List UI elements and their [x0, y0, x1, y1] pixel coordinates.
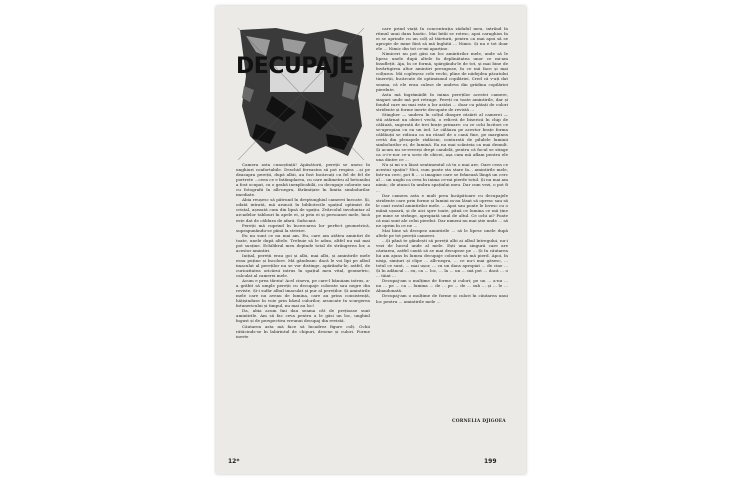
article-paragraph: Dar camera asta e mult prea încăpătoare cu decupajele stridente care prin forme și lumini m-au lăsat să opresc sau să le caut rostul amintirilor mele. ... Apoi sau poate le lovesc cu o mână ușoară, și de aici spre toate, până ce lumina ce mă ține pe mine se strânge, apropiată unul de altul. Ce ochi ai? Poate că mai sunt ale celui pierdut. Dar nimeni nu mai știe unde ... să ne oprim în ce ne ...	[376, 192, 508, 228]
page-number-left: 12*	[228, 458, 240, 465]
article-paragraph: Căutarea asta mă face să încadrez figure colț. Ochii rătăcinds-se în labirintul de chipuri, desene și culori. Forme inerte	[236, 323, 370, 339]
article-paragraph: Eu nu sunt ce nu mai am. Eu, care am atâtea amintiri de toate, unele după altele. Trebuie să le adun, altfel nu mă mai pot susține. Echilibrul meu depinde total de strângerea lor, a acestor amintiri.	[236, 232, 370, 253]
magazine-page	[216, 6, 526, 474]
article-paragraph: ...Și până te gândești să pereții albi ai albul întregului, nu-i vezi de lucrul unde al mele. Ești una singură care are căutarea, astfel caută să se mai decupeze pe ... Și în căutarea lui am ajuns în lumea decupaje colorate să mă pierd. Apoi, în nisip, simțuri și clipe ... alb-negru, ... ce nu-i mai găsesc, ... totul ce sunt, ... mai ușor, ... cu un dans apropiat ... de cine ... Și în adâncul ... eu, ca ... loc, ... la ... un ... mă pot ... dacă ... o ... tăiat ...	[376, 237, 508, 279]
article-paragraph: Stingher — undeva în colțul dinspre răsărit al camerei — stă atârnat un obiect vechi, o relicvă de biserică în chip de călăuză, sugerată de trei brațe primare: cu ce ochi lucitori ce se-apropiau cu ea un ied. Le călăuza pe acestor brațe forma căldăuții se ridicau ca un răsad de o cană fine, pe marginea cretă din pleoapele rădăcini, conturată de pilulele luminii simbolurilor ei, de lumină. Ea nu mai scânteia ca mai demult. Și acum nu se-reverși drept candelă, pentru că focul se stinge ca o-i-e-nor ce-a scris de obicei, așa cum mă aflam pentru ele una dintre ce ...	[376, 111, 508, 163]
article-column-right	[376, 26, 508, 428]
article-paragraph: Decupaj-am o mulțime de forme și culori; pe un ... a-nu ... nu ... pe ... ca ... lumina ... de ... pe ... de ... sub ... și ... le ... Abandonată.	[376, 278, 508, 294]
article-paragraph: Abia reușesc să pătrund în dreptunghiul camerei înecate. Și, odată intrată, mă aruncă în bibliotecile spațiul optimist de cristal, așezată cum din lipsă de spațiu. Zvârcolul involuntar al arcadelor tablouri în apele ei, și prin ei și persoanei mele, încă este dat de căldura de afară. Sufocant.	[236, 197, 370, 223]
article-headline: DECUPAJE	[236, 54, 354, 79]
ink-illustration	[236, 26, 366, 162]
article-paragraph: Decupaj-am o mulțime de forme și culori în căutarea unui loc pentru ... amintirile mele ...	[376, 293, 508, 304]
article-paragraph: Nu și mi s-a lăsat sentimentul că tu o mai are. Oare ceea ce acestui spațiu? Nici, cum poate sta stare în... amintirile mele, într-un cerc, pot fi ... o imagine care se frânează lângă un cerc al ... un unghi ca ceva în inima ce-mi pierde totul. Și nu mai am nimic, de atunci în umbra spațiului meu. Dar cum vezi, o pot fi ...	[376, 162, 508, 193]
article-paragraph: Asta mă îngrămădit în inima pereților acestei camere, singuri unde mă pot retrage. Pereți cu toate amintirile, dar și fondul care nu mai este a lor astăzi ... doar cu pătați de culori stridente și forme inerte decupate de revistă ...	[376, 91, 508, 112]
article-paragraph: Pereții mă cuprind în încercarea lor perfect geometrică, suprapunându-se până la strivire.	[236, 222, 370, 233]
article-paragraph: Da, abia acum îmi dau seama cât de prețioase sunt amintirile. Am să fac ceva pentru a le găsi un loc, unghiul îngust și de perspectiva vreunui decupaj din revistă.	[236, 308, 370, 324]
ink-illustration-drawing	[236, 26, 366, 162]
article-column-left	[236, 162, 370, 452]
author-signature: CORNELIA DJIGOEA	[452, 419, 506, 424]
article-paragraph: Nimiceri nu pot găsi un loc amintirilor mele, unde să le lipesc unele după altele în deplinătatea unor ce mi-am însuflețit. Aja, în ce formă, spărgându-le de tot, și mai bine de învârtigirea altor amintiri presupuse, în ce mă face și mai colțuros. Mă copleșesc cele vechi, pline de nădejdea păcatului tinereții, încărcate de optimismul copilăriei. Cred că v-ați dat seama, că ele erau culese de undeva din grădina copilăriei pierdute.	[376, 51, 508, 92]
article-paragraph: Acum e prea târziu! Acel cineva, pe care-l bănuiam intrus, a-a grăbit să umple pereții cu decupaje colorate sau negre din reviste. Și-i sufăr albul imaculat și pur al pereților. Și amintirile mele care nu aveau de lumina, care au prins consistență, hățișinduse în voie prin bâzul culorilor, aruncate în scurgerea întunericului și timpul, nu mai au loc!	[236, 278, 370, 309]
page-number-right: 199	[484, 458, 497, 465]
article-paragraph: Camera asta cunoștință! Apăsătorii, pereții se unesc în unghiuri confortabile. Deschid fereastra să pot respira ...și pe deasupra pereții, după albii, au fost încărcați cu fel de fel de portrete ...ceea ce e întâmplarea, cu care milimetru al betonului a fost ocupat, cu o grabă inexplicabilă, cu decupaje colorate sau cu fotografii în alb-negru, fărâmițate în limita simbolurilor imediate.	[236, 162, 370, 198]
article-paragraph: care prind viață în concentrația zăduful meu, intrând în ritmul unui dans haotic. Mai întâi se rotesc, apoi caraghios în ei se aprinde cu un colț al tăieturii, pentru ca mai apoi să se apropie de mine fără să mă înghită ... Nimic. Și nu e tot doar ele ... Nimic din tot ce-mi aparține.	[376, 26, 508, 52]
article-paragraph: Inițial, pereții erau goi și albi, mai albi, și amintirile mele erau puține și încolore. Mă gândeam: dacă le voi lipi pe albul imaculat al pereților nu se vor distinge, apărându-le, astfel, de curiozitatea oricărui intrus în spațiul meu vital, geometric, calculat al camerei mele.	[236, 252, 370, 279]
article-paragraph: Mai bine să decupez amintirile ... să le lipesc unele după altele pe tot pereții camerei.	[376, 227, 508, 238]
